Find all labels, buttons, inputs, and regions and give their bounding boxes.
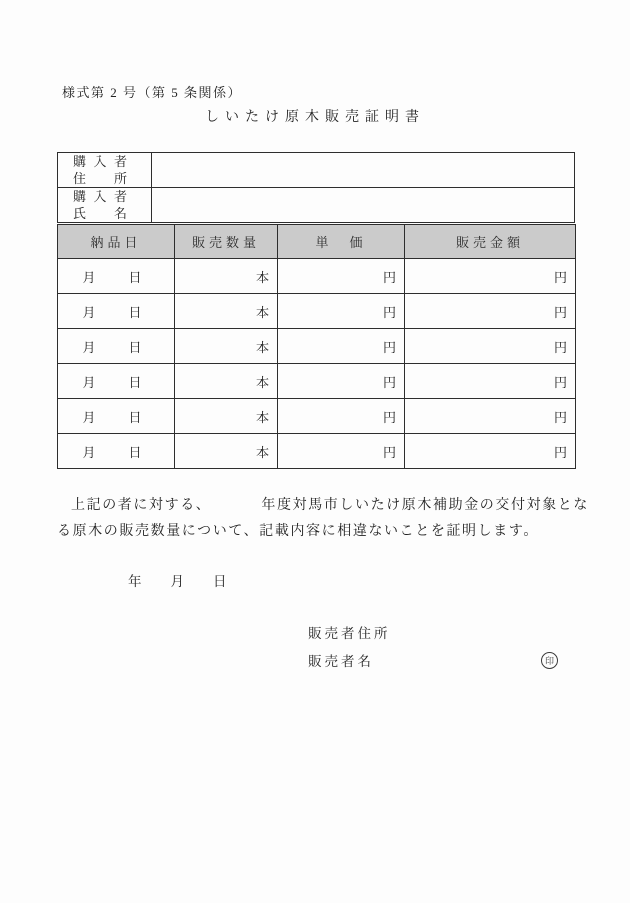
sales-table [57,224,576,469]
cell-unit-price: 円 [278,259,405,294]
date-year-label: 年 [128,574,142,589]
purchaser-name-row [58,188,575,223]
statement-part1: 上記の者に対する、 [71,498,212,513]
form-number: 様式第 2 号（第 5 条関係） [62,85,243,100]
statement-part2: 年度対馬市しいたけ原木補助金の交付対象とな [261,498,590,513]
seller-address-label: 販売者住所 [308,626,391,641]
cell-amount: 円 [405,399,576,434]
table-row [58,259,576,294]
statement-line2: る原木の販売数量について、記載内容に相違ないことを証明します。 [57,524,539,539]
header-amount: 販売金額 [405,225,576,259]
seal-icon: 印 [541,652,558,669]
cell-quantity: 本 [175,364,278,399]
header-delivery-date: 納品日 [58,225,175,259]
table-row [58,399,576,434]
seller-name-label: 販売者名 [308,654,374,669]
cell-delivery-date: 月 日 [58,259,175,294]
cell-quantity: 本 [175,259,278,294]
purchaser-name-label: 購 入 者 氏 名 [58,188,152,223]
cell-delivery-date: 月 日 [58,364,175,399]
purchaser-address-value [152,153,575,188]
table-row [58,434,576,469]
cell-quantity: 本 [175,294,278,329]
purchaser-name-value [152,188,575,223]
cell-unit-price: 円 [278,329,405,364]
table-row [58,294,576,329]
purchaser-address-label: 購 入 者 住 所 [58,153,152,188]
cell-unit-price: 円 [278,294,405,329]
seller-name-row [308,646,558,674]
page-title: しいたけ原木販売証明書 [205,110,425,125]
cell-amount: 円 [405,329,576,364]
cell-delivery-date: 月 日 [58,399,175,434]
cell-unit-price: 円 [278,399,405,434]
cell-amount: 円 [405,364,576,399]
seller-block [308,618,558,674]
date-day-label: 日 [213,574,227,589]
header-quantity: 販売数量 [175,225,278,259]
table-row [58,364,576,399]
cell-quantity: 本 [175,329,278,364]
cell-unit-price: 円 [278,434,405,469]
seller-address-row [308,618,558,646]
sales-table-header-row [58,225,576,259]
purchaser-address-row [58,153,575,188]
date-line [128,570,227,590]
cell-delivery-date: 月 日 [58,294,175,329]
cell-amount: 円 [405,294,576,329]
cell-unit-price: 円 [278,364,405,399]
cell-delivery-date: 月 日 [58,329,175,364]
header-unit-price: 単 価 [278,225,405,259]
certification-statement [57,493,602,545]
cell-delivery-date: 月 日 [58,434,175,469]
table-row [58,329,576,364]
date-month-label: 月 [170,574,184,589]
cell-quantity: 本 [175,434,278,469]
cell-amount: 円 [405,434,576,469]
purchaser-table [57,152,575,223]
cell-amount: 円 [405,259,576,294]
cell-quantity: 本 [175,399,278,434]
